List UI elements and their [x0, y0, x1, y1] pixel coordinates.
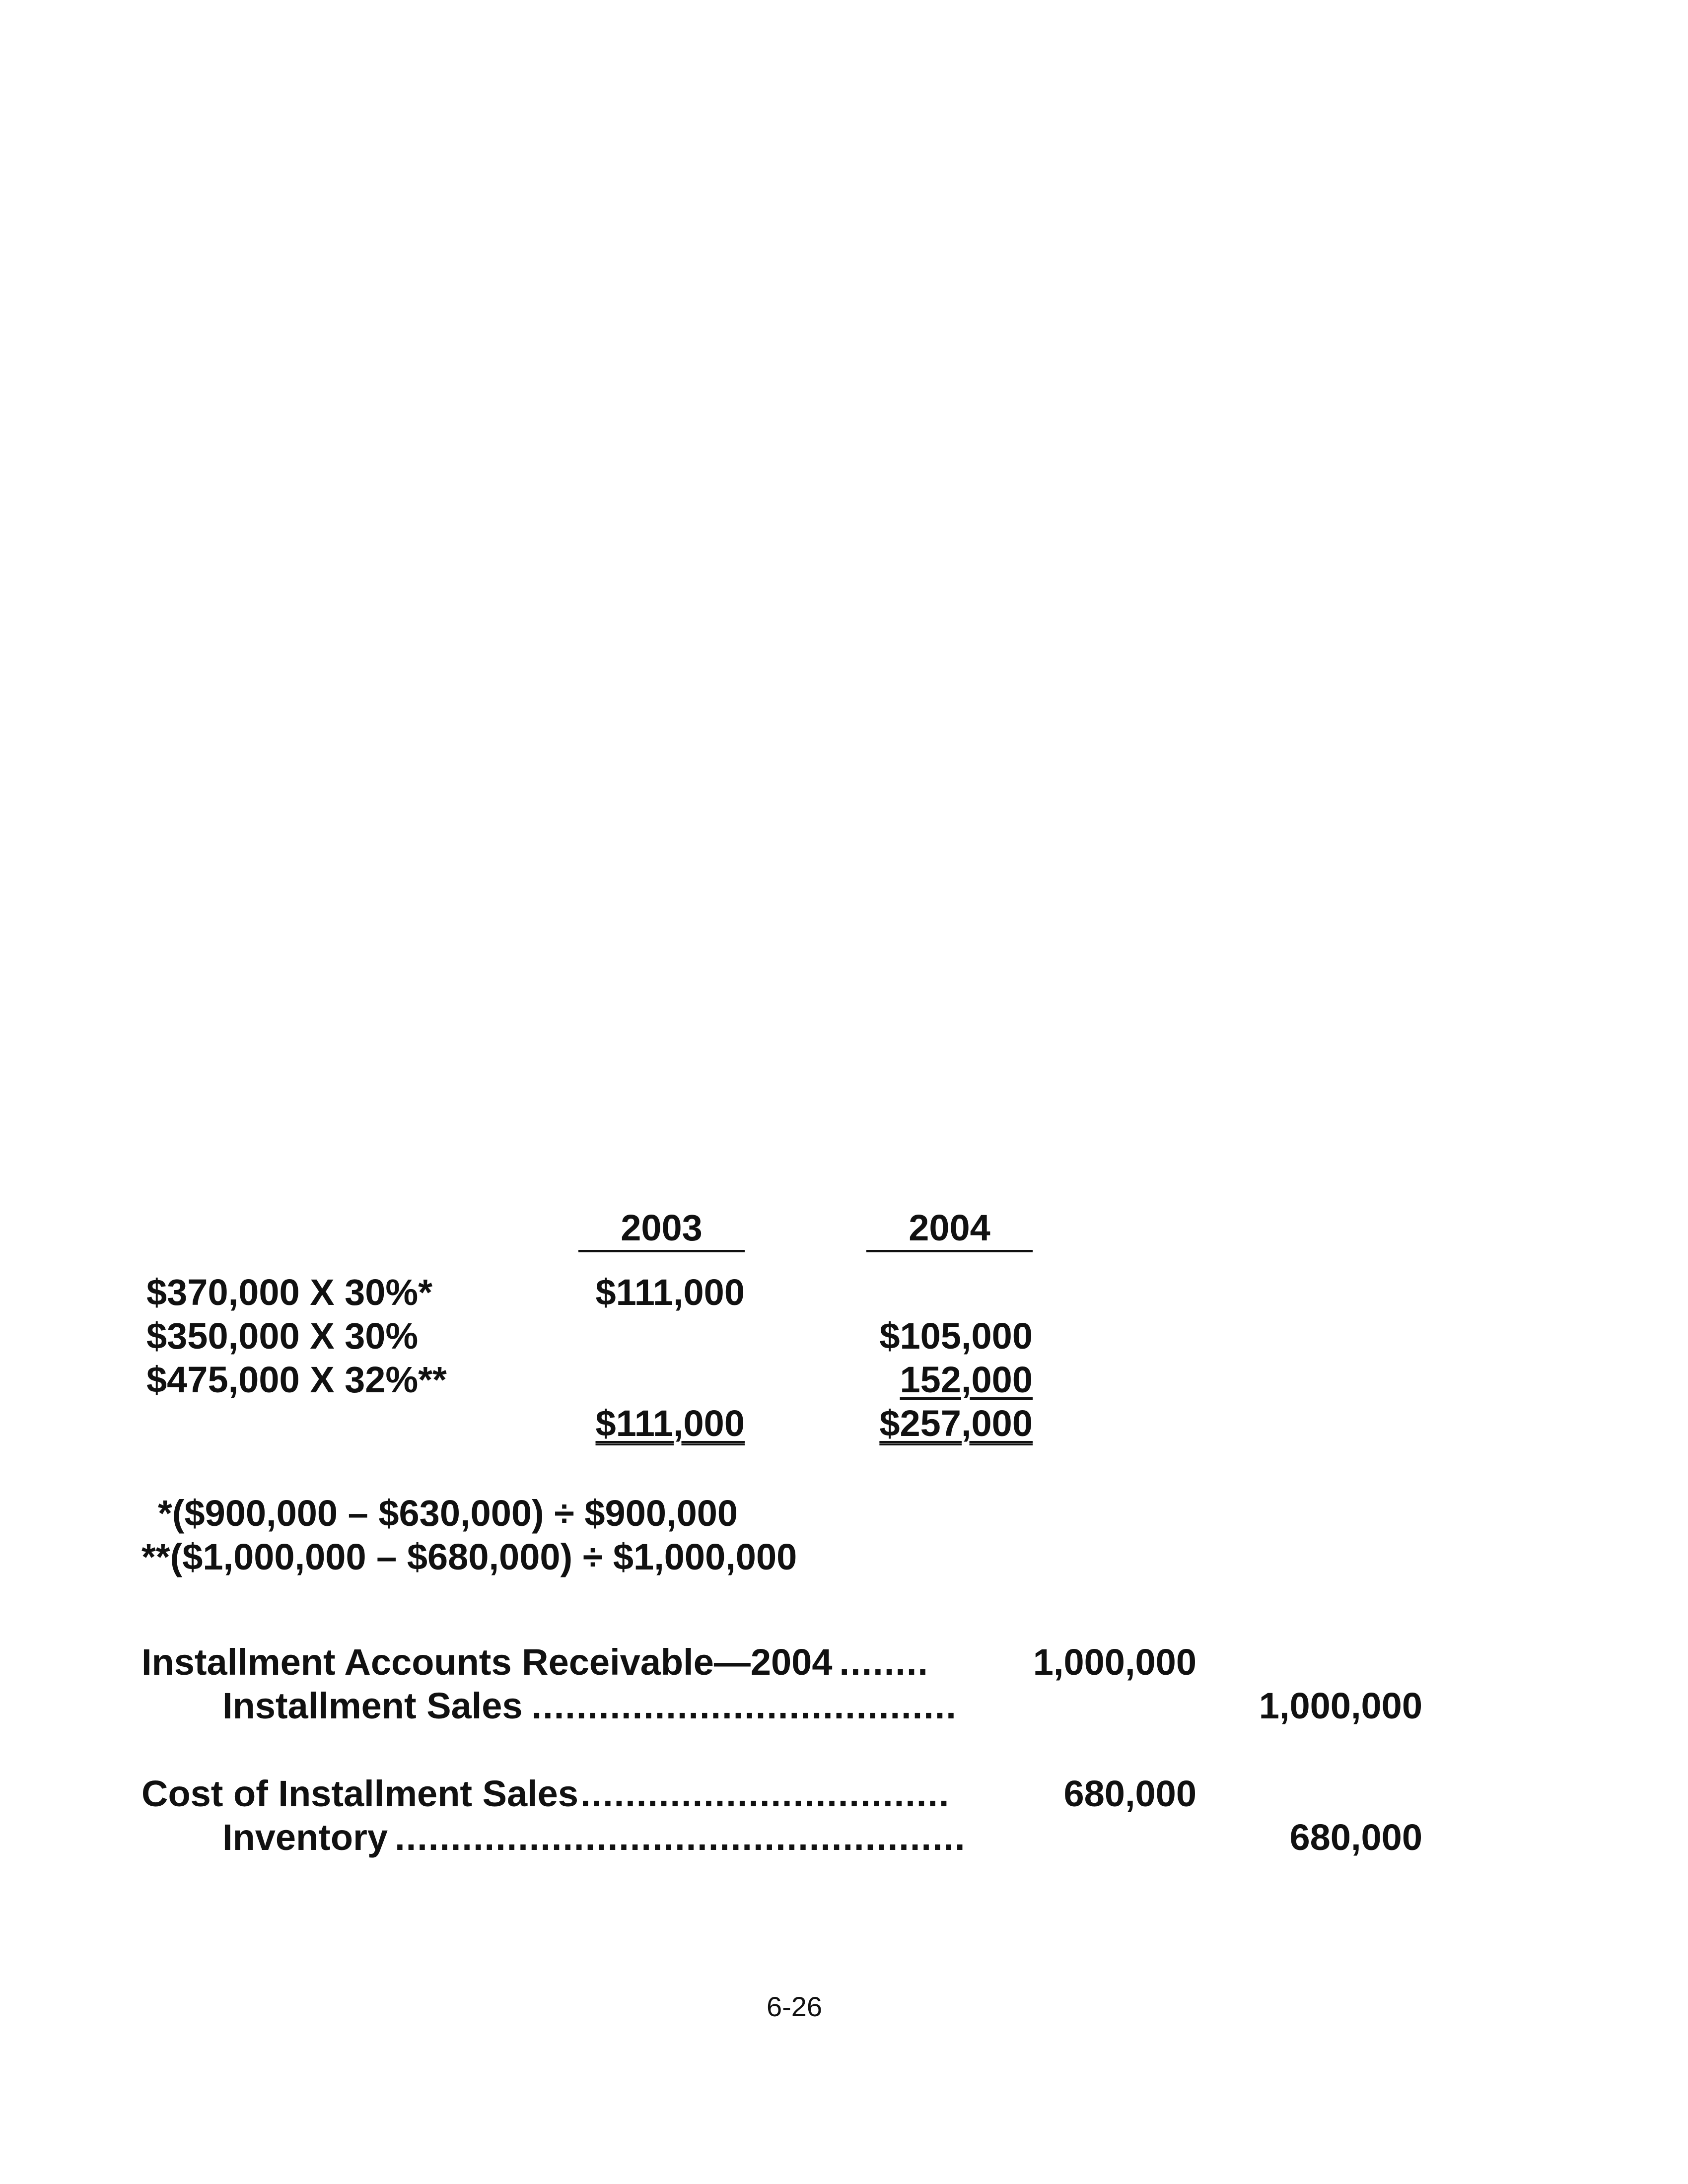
- leader-dots: ......................................: [531, 1685, 957, 1726]
- total-2003-value: $111,000: [595, 1403, 745, 1444]
- footnote-1: *($900,000 – $630,000) ÷ $900,000: [158, 1493, 738, 1534]
- schedule-row-value-underlined: 152,000: [900, 1359, 1033, 1400]
- leader-dots: ...................................................: [395, 1817, 966, 1858]
- credit-amount: 680,000: [1289, 1817, 1422, 1858]
- journal-credit-line: [222, 1684, 957, 1728]
- footnote-2: **($1,000,000 – $680,000) ÷ $1,000,000: [141, 1536, 797, 1577]
- credit-amount: 1,000,000: [1259, 1685, 1422, 1726]
- column-header-2003: 2003: [578, 1206, 745, 1252]
- debit-account-name: Installment Accounts Receivable—2004: [141, 1641, 833, 1683]
- total-2004-value: $257,000: [879, 1403, 1033, 1444]
- schedule-row-label: $370,000 X 30%*: [146, 1272, 433, 1313]
- journal-debit-line: [141, 1640, 929, 1684]
- debit-amount: 680,000: [1063, 1773, 1196, 1814]
- debit-account-name: Cost of Installment Sales: [141, 1773, 578, 1814]
- column-header-2004: 2004: [866, 1206, 1033, 1252]
- journal-credit-line: [222, 1816, 966, 1859]
- leader-dots: .................................: [580, 1773, 950, 1814]
- schedule-row-value-2004: $105,000: [879, 1315, 1033, 1357]
- schedule-row-label: $350,000 X 30%: [146, 1315, 419, 1357]
- leader-dots: ........: [839, 1641, 929, 1683]
- schedule-total-2004: [834, 1402, 1033, 1445]
- schedule-row-value-2004: [834, 1358, 1033, 1402]
- debit-amount: 1,000,000: [1033, 1641, 1196, 1683]
- schedule-total-2003: [546, 1402, 745, 1445]
- credit-account-name: Installment Sales: [222, 1685, 523, 1726]
- journal-debit-line: [141, 1772, 950, 1816]
- credit-account-name: Inventory: [222, 1817, 388, 1858]
- page-number: 6-26: [766, 1991, 823, 2022]
- schedule-row-value-2003: $111,000: [595, 1272, 745, 1313]
- schedule-row-label: $475,000 X 32%**: [146, 1359, 447, 1400]
